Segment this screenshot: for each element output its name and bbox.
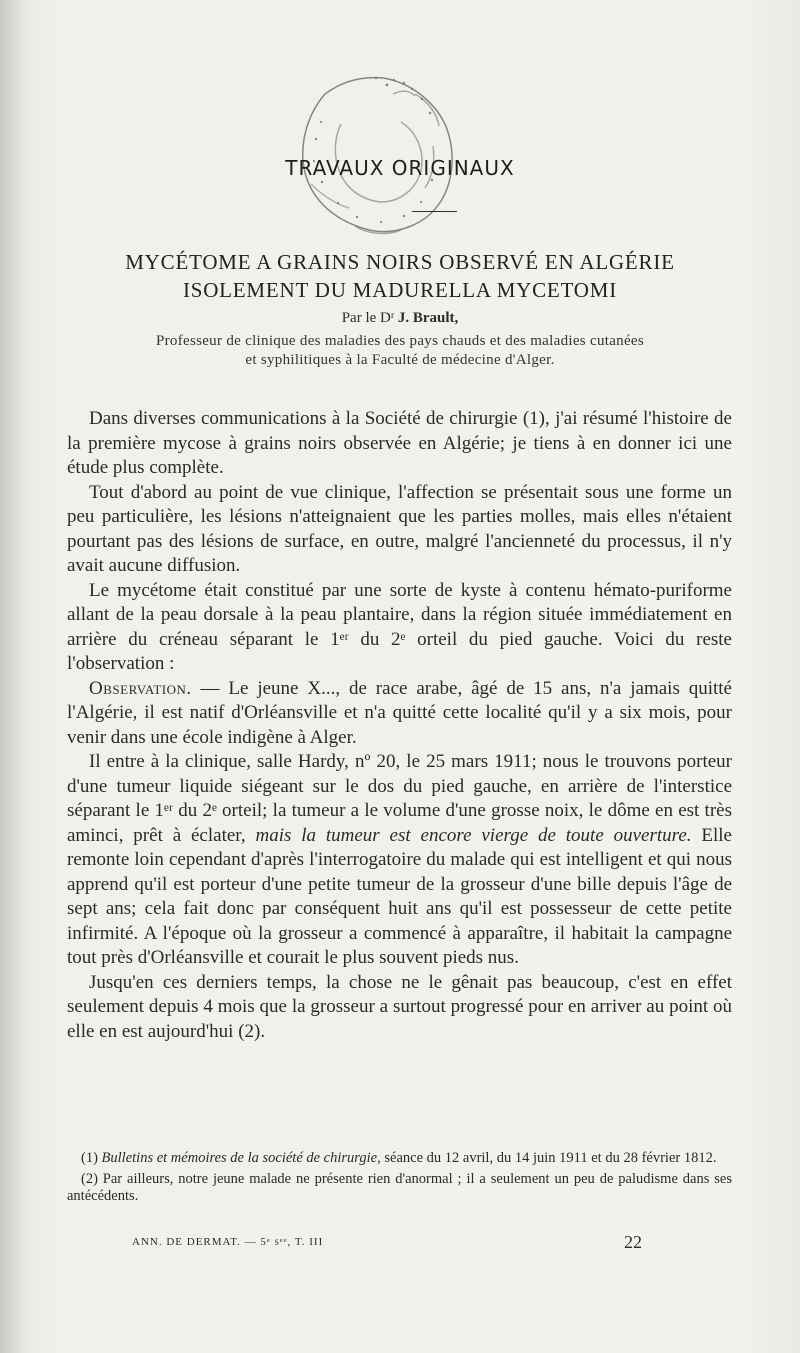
- article-title-line-2: ISOLEMENT DU MADURELLA MYCETOMI: [182, 278, 618, 302]
- page-number: 22: [624, 1232, 642, 1252]
- paragraph-intro: Dans diverses communications à la Société de chirurgie (1), j'ai résumé l'histoire de la première mycose à grains noirs observée en Algérie; je tiens à en donner ici une étude plus complète.: [67, 408, 732, 478]
- byline: [0, 310, 800, 327]
- admission-text-before: Il entre à la clinique, salle Hardy, nº 20, le 25 mars 1911; nous le trouvons porteur d'une tumeur liquide siégeant sur le dos du pied gauche, en arrière de l'interstice séparant le 1ᵉʳ du 2ᵉ orteil; la tumeur a le volume d'une grosse noix, le dôme en est très aminci, prêt à éclater,: [67, 751, 732, 846]
- paragraph-clinical: Tout d'abord au point de vue clinique, l'affection se présentait sous une forme un peu particulière, les lésions n'atteignaient que les parties molles, mais elles n'étaient pourtant pas des lésions de surface, en outre, malgré l'ancienneté du processus, il n'y avait aucune diffusion.: [67, 481, 732, 576]
- admission-text-after: Elle remonte loin cependant d'après l'interrogatoire du malade qui est intelligent et qui nous apprend qu'il est porteur d'une petite tumeur de la grosseur d'une bille depuis l'âge de sept ans; cela fait donc par conséquent huit ans qu'il est possesseur de cette petite infirmité. A l'époque où la grosseur a commencé à apparaître, il habitait la campagne tout près d'Orléansville et courait le plus souvent pieds nus.: [67, 824, 732, 968]
- footnote-1-rest: séance du 12 avril, du 14 juin 1911 et du 28 février 1812.: [380, 1150, 717, 1166]
- page-edge-shadow: [0, 0, 28, 1353]
- footnote-1-marker: (1): [81, 1150, 102, 1166]
- observation-text: — Le jeune X..., de race arabe, âgé de 15 ans, n'a jamais quitté l'Algérie, il est natif d'Orléansville et n'a quitté cette localité qu'il y a six mois, pour venir dans une école indigène à Alger.: [67, 677, 732, 748]
- observation-label: Observation.: [89, 677, 192, 699]
- footnote-1: [67, 1150, 732, 1167]
- admission-italic-text: mais la tumeur est encore vierge de toute ouverture.: [255, 824, 692, 846]
- main-text: [67, 407, 732, 1044]
- paragraph-observation: [67, 677, 732, 751]
- paragraph-progression: Jusqu'en ces derniers temps, la chose ne le gênait pas beaucoup, c'est en effet seulement depuis 4 mois que la grosseur a surtout progressé pour en arriver au point où elle en est aujourd'hui (2).: [67, 971, 732, 1042]
- affiliation-line-2: et syphilitiques à la Faculté de médecine d'Alger.: [245, 352, 555, 368]
- page-footer: [0, 1232, 800, 1256]
- title-rule: [412, 211, 457, 212]
- article-title-line-1: MYCÉTOME A GRAINS NOIRS OBSERVÉ EN ALGÉRIE: [125, 250, 675, 274]
- library-stamp: [283, 66, 461, 242]
- affiliation-line-1: Professeur de clinique des maladies des pays chauds et des maladies cutanées: [155, 333, 645, 349]
- footnote-1-italic: Bulletins et mémoires de la société de chirurgie,: [101, 1150, 381, 1166]
- section-title: TRAVAUX ORIGINAUX: [285, 156, 515, 180]
- byline-prefix: Par le Dʳ: [341, 310, 398, 326]
- footnotes: [67, 1150, 732, 1209]
- paragraph-mycetoma: Le mycétome était constitué par une sorte de kyste à contenu hémato-puriforme allant de la peau dorsale à la peau plantaire, dans la région située immédiatement en arrière du créneau séparant le 1ᵉʳ du 2ᵉ orteil du pied gauche. Voici du reste l'observation :: [67, 579, 732, 674]
- author-name: J. Brault,: [397, 310, 459, 326]
- paragraph-admission: [67, 750, 732, 971]
- footnote-2: (2) Par ailleurs, notre jeune malade ne présente rien d'anormal ; il a seulement un peu de paludisme dans ses antécédents.: [67, 1171, 732, 1204]
- journal-reference: ANN. DE DERMAT. — 5ᵉ sᵉᵉ, T. III: [132, 1236, 324, 1248]
